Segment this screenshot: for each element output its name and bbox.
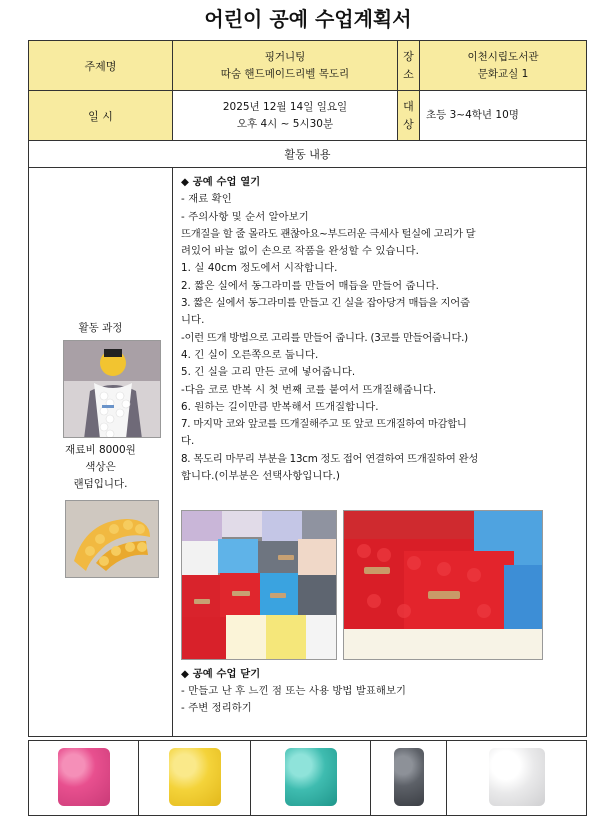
content-line: 5. 긴 실을 고리 만든 코에 넣어줍니다. [181,366,356,379]
content-line: - 주의사항 및 순서 알아보기 [181,210,309,223]
place-label-cell [398,41,420,91]
date-value-cell [173,91,398,141]
subject-label: 주제명 [84,59,117,73]
content-line: 다. [181,435,195,448]
content-line: 려있어 바늘 없이 손으로 작품을 완성할 수 있습니다. [181,245,419,258]
target-value: 초등 3~4학년 10명 [426,109,519,121]
child-scarf-photo [63,340,161,438]
yarn-gray-cell [371,741,447,816]
yarn-pink-cell [29,741,139,816]
date-label-cell [29,91,173,141]
date-label: 일 시 [88,109,113,123]
content-line: 뜨개질을 할 줄 몰라도 괜찮아요~부드러운 극세사 털실에 고리가 달 [181,227,476,240]
fee-line3: 랜덤입니다. [73,478,128,490]
open-heading: ◆ 공예 수업 열기 [181,176,261,188]
subject-value-cell [173,41,398,91]
date-line1: 2025년 12월 14일 일요일 [222,100,348,113]
yarn-white-swatch [489,748,545,806]
section-title-cell [29,141,587,168]
content-line: -다음 코로 반복 시 첫 번째 코를 붙여서 뜨개질해줍니다. [181,383,437,396]
yarn-yellow-cell [139,741,251,816]
content-line: 4. 긴 실이 오른쪽으로 둡니다. [181,348,319,361]
scarves-pile-photo [181,510,337,660]
yarn-gray-swatch [394,748,424,806]
yellow-scarf-photo [65,500,159,578]
section-title: 활동 내용 [284,148,331,161]
place-label: 장소 [403,49,414,81]
page-title: 어린이 공예 수업계획서 [204,7,412,31]
close-heading: ◆ 공예 수업 닫기 [181,668,261,680]
content-line: 1. 실 40cm 정도에서 시작합니다. [181,262,338,275]
close-line: - 만들고 난 후 느낀 점 또는 사용 방법 발표해보기 [181,685,407,697]
yarn-teal-cell [251,741,371,816]
content-line: 합니다.(이부분은 선택사항입니다.) [181,470,341,483]
place-line1: 이천시립도서관 [467,50,539,63]
content-line: 8. 목도리 마무리 부분을 13cm 정도 접어 연결하여 뜨개질하여 완성 [181,452,479,465]
side-cell [29,168,173,737]
fee-line2: 색상은 [85,461,116,473]
content-line: - 재료 확인 [181,193,232,206]
content-line: 3. 짧은 실에서 동그라미를 만들고 긴 실을 잡아당겨 매듭을 지어줍 [181,297,470,310]
yarn-white-cell [447,741,587,816]
target-label-cell [398,91,420,141]
yarn-yellow-swatch [169,748,221,806]
yarn-teal-swatch [285,748,337,806]
subject-label-cell [29,41,173,91]
content-cell [173,168,587,737]
subject-line2: 따숨 핸드메이드리벨 목도리 [220,67,350,80]
content-line: 6. 원하는 길이만큼 반복해서 뜨개질합니다. [181,400,379,413]
content-line: -이런 뜨개 방법으로 고리를 만들어 줍니다. (3코를 만들어줍니다.) [181,331,468,344]
yarn-pink-swatch [58,748,110,806]
content-line: 니다. [181,314,205,327]
target-value-cell [420,91,587,141]
subject-line1: 핑거니팅 [264,50,306,63]
content-line: 7. 마지막 코와 앞코를 뜨개질해주고 또 앞코 뜨개질하여 마감합니 [181,418,467,431]
date-line2: 오후 4시 ~ 5시30분 [236,117,334,130]
close-line: - 주변 정리하기 [181,702,252,714]
target-label: 대상 [403,99,414,131]
fee-line1: 재료비 8000원 [65,444,136,456]
plan-table [28,40,587,737]
place-line2: 문화교실 1 [477,67,529,80]
place-value-cell [420,41,587,91]
red-scarves-photo [343,510,543,660]
content-line: 2. 짧은 실에서 동그라미를 만들어 매듭을 만들어 줍니다. [181,279,440,292]
yarn-colors-table [28,740,587,816]
process-label: 활동 과정 [78,322,123,334]
